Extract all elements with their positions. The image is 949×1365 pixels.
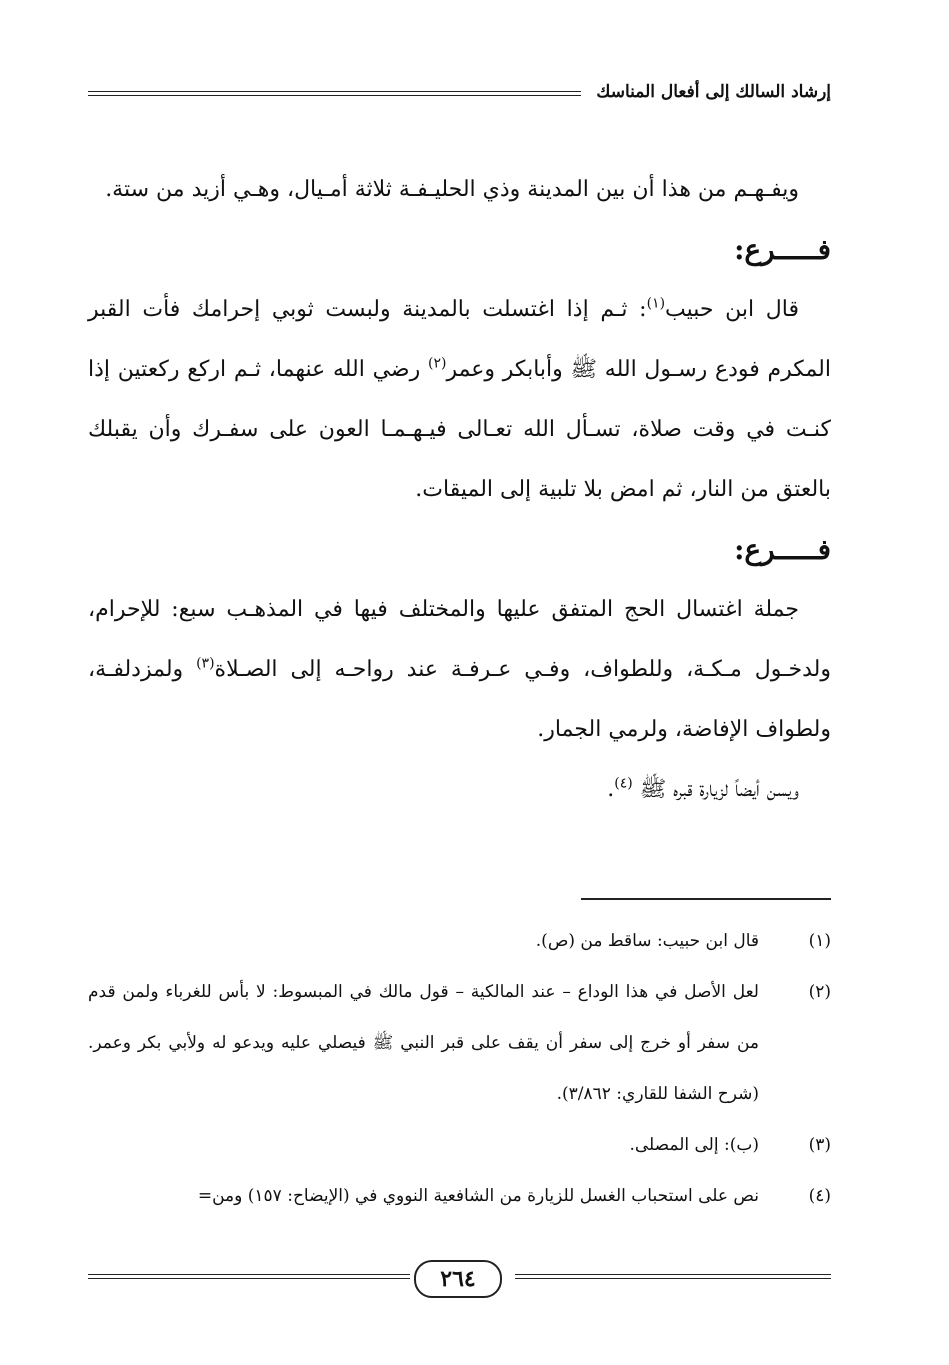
footnote-text: (ب): إلى المصلى. bbox=[629, 1135, 759, 1155]
footnote-item bbox=[88, 967, 831, 1120]
footnote-text: نص على استحباب الغسل للزيارة من الشافعية النووي في (الإيضاح: ١٥٧) ومن= bbox=[197, 1186, 759, 1206]
paragraph-2-text-b: : ثـم إذا اغتسلت بالمدينة ولبست ثوبي إحرامك فأت القبر المكرم فودع رسـول الله ﷺ وأبابكر وعمر bbox=[88, 297, 831, 382]
footnotes bbox=[88, 916, 831, 1222]
footnote-separator bbox=[581, 898, 831, 900]
page-footer bbox=[88, 1260, 831, 1300]
footnote-text: لعل الأصل في هذا الوداع – عند المالكية – قول مالك في المبسوط: لا بأس للغرباء ولمن قدم من سفر أو خرج إلى سفر أن يقف على قبر النبي ﷺ فيصلي عليه ويدعو له ولأبي بكر وعمر. (شرح الشفا للقاري: ٣/٨٦٢). bbox=[88, 982, 759, 1104]
page-number: ٢٦٤ bbox=[414, 1260, 502, 1298]
header-rule bbox=[88, 91, 581, 96]
footnote-text: قال ابن حبيب: ساقط من (ص). bbox=[535, 931, 759, 951]
paragraph-1: ويفـهـم من هذا أن بين المدينة وذي الحليـفـة ثلاثة أمـيال، وهـي أزيد من ستة. bbox=[105, 177, 799, 202]
footnote-ref-2: (٢) bbox=[427, 355, 447, 372]
header-title: إرشاد السالك إلى أفعال المناسك bbox=[586, 82, 831, 102]
footer-rule-right bbox=[515, 1274, 831, 1279]
footnote-ref-4: (٤) bbox=[614, 775, 633, 792]
paragraph-3-text-a: جملة اغتسال الحج المتفق عليها والمختلف فيها في المذهـب سبع: للإحرام، ولدخـول مـكـة، وللطواف، وفـي عـرفـة عند رواحـه إلى الصـلاة bbox=[88, 597, 831, 682]
paragraph-4-text-a: ويسن أيضاً لزيارة قبره ﷺ bbox=[632, 777, 799, 802]
footnote-item bbox=[88, 1171, 831, 1222]
section-heading-2: فـــــرع: bbox=[734, 533, 831, 566]
paragraph-2-text-a: قال ابن حبيب bbox=[665, 297, 799, 322]
footnote-number: (٣) bbox=[808, 1135, 831, 1155]
main-text bbox=[88, 160, 831, 820]
footnote-item bbox=[88, 1120, 831, 1171]
footnote-ref-1: (١) bbox=[646, 295, 666, 312]
footer-rule-left bbox=[88, 1274, 410, 1279]
footnote-ref-3: (٣) bbox=[196, 655, 215, 672]
footnote-number: (٤) bbox=[808, 1186, 831, 1206]
footnote-number: (١) bbox=[808, 931, 831, 951]
running-header bbox=[88, 80, 831, 110]
paragraph-4 bbox=[88, 760, 831, 820]
paragraph-4-text-b: . bbox=[607, 777, 615, 802]
paragraph-2 bbox=[88, 280, 831, 520]
footnote-item bbox=[88, 916, 831, 967]
paragraph-3 bbox=[88, 580, 831, 760]
footnote-number: (٢) bbox=[808, 982, 831, 1002]
section-heading-1: فـــــرع: bbox=[734, 233, 831, 266]
paragraph-3-text-b: ولمزدلفـة، ولطواف الإفاضة، ولرمي الجمار. bbox=[88, 657, 831, 742]
paragraph-2-text-c: رضي الله عنهما، ثـم اركع ركعتين إذا كنـت في وقت صلاة، تسـأل الله تعـالى فيـهـمـا العون على سفـرك وأن يقبلك بالعتق من النار، ثم امض بلا تلبية إلى الميقات. bbox=[88, 357, 831, 502]
